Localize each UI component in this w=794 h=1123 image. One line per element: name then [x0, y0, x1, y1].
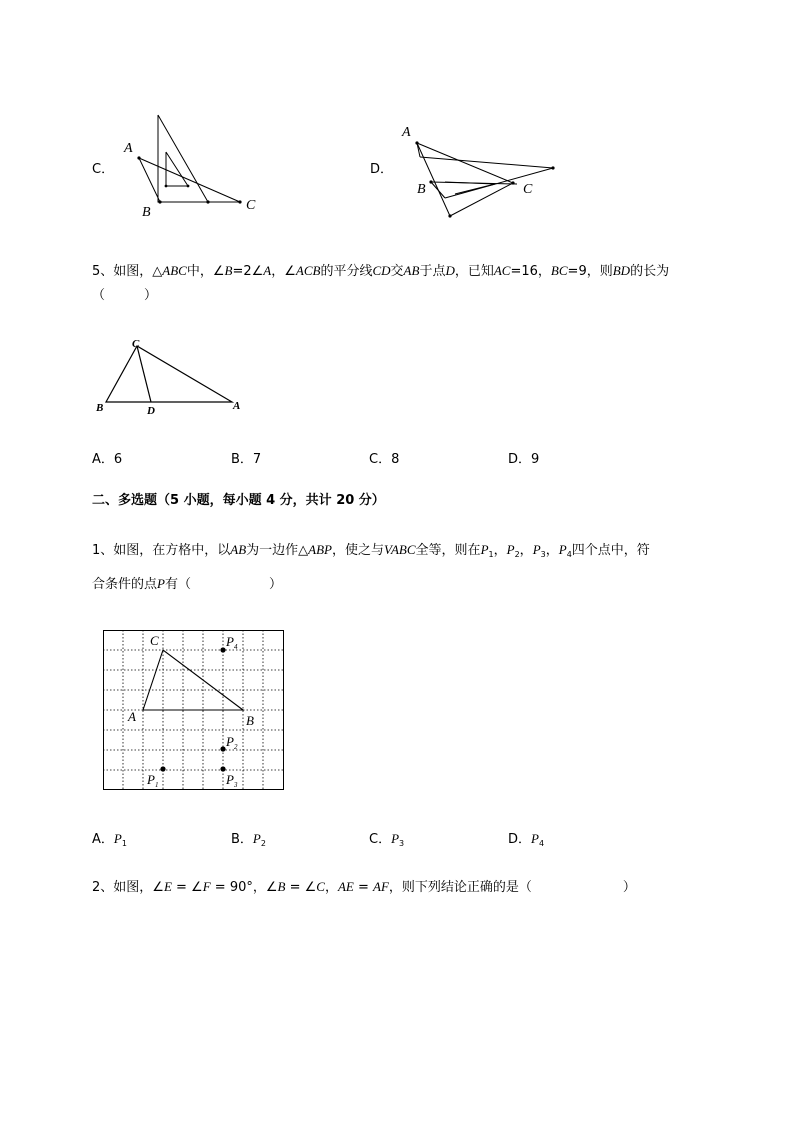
point-label-b: B — [417, 182, 426, 197]
option-a: A．6 — [92, 452, 123, 467]
answer-paren: （ ） — [92, 288, 158, 303]
question-5-figure — [92, 336, 262, 421]
point-label-b: B — [246, 713, 254, 728]
option-d-figure — [395, 120, 565, 220]
option-d: D．9 — [508, 452, 540, 467]
point-label-p1: $P_1$ — [147, 772, 159, 789]
point-label-a: A — [233, 400, 241, 412]
question-5-text: 5、如图，△ABC中，∠B=2∠A，∠ACB的平分线CD交AB于点D，已知AC=16，BC=9，则BD的长为 — [92, 263, 670, 279]
option-c: C．8 — [369, 452, 400, 467]
point-label-c: C — [246, 198, 256, 213]
mq1-option-c: C．$P_3$ — [369, 831, 405, 848]
option-d-label: D． — [370, 162, 394, 177]
option-c-label: C． — [92, 162, 115, 177]
point-label-a: A — [124, 141, 133, 156]
mq2-text: 2、如图，∠E = ∠F = 90°，∠B = ∠C，AE = AF，则下列结论正确的是（ ） — [92, 879, 636, 895]
point-label-a: A — [402, 125, 411, 140]
point-label-c: C — [132, 338, 140, 350]
point-label-b: B — [96, 402, 104, 414]
option-c-figure — [118, 110, 268, 220]
grid-figure — [103, 630, 285, 792]
point-label-p2: $P_2$ — [226, 734, 238, 751]
point-label-c: C — [523, 182, 533, 197]
section-title: 二、多选题（5 小题，每小题 4 分，共计 20 分） — [92, 493, 385, 508]
mq1-text-line1: 1、如图，在方格中，以AB为一边作△ABP，使之与VABC全等，则在$P_1$，$P_2$，$P_3$，$P_4$四个点中，符 — [92, 542, 650, 559]
point-label-p3: $P_3$ — [226, 772, 238, 789]
point-label-c: C — [150, 633, 159, 648]
mq1-option-b: B．$P_2$ — [231, 831, 266, 848]
point-label-d: D — [147, 405, 155, 417]
point-label-p4: $P_4$ — [226, 634, 238, 651]
mq1-option-d: D．$P_4$ — [508, 831, 545, 848]
mq1-text-line2: 合条件的点P有（ ） — [92, 576, 282, 592]
mq1-option-a: A．$P_1$ — [92, 831, 127, 848]
point-label-a: A — [128, 709, 136, 724]
option-b: B．7 — [231, 452, 262, 467]
point-label-b: B — [142, 205, 151, 220]
